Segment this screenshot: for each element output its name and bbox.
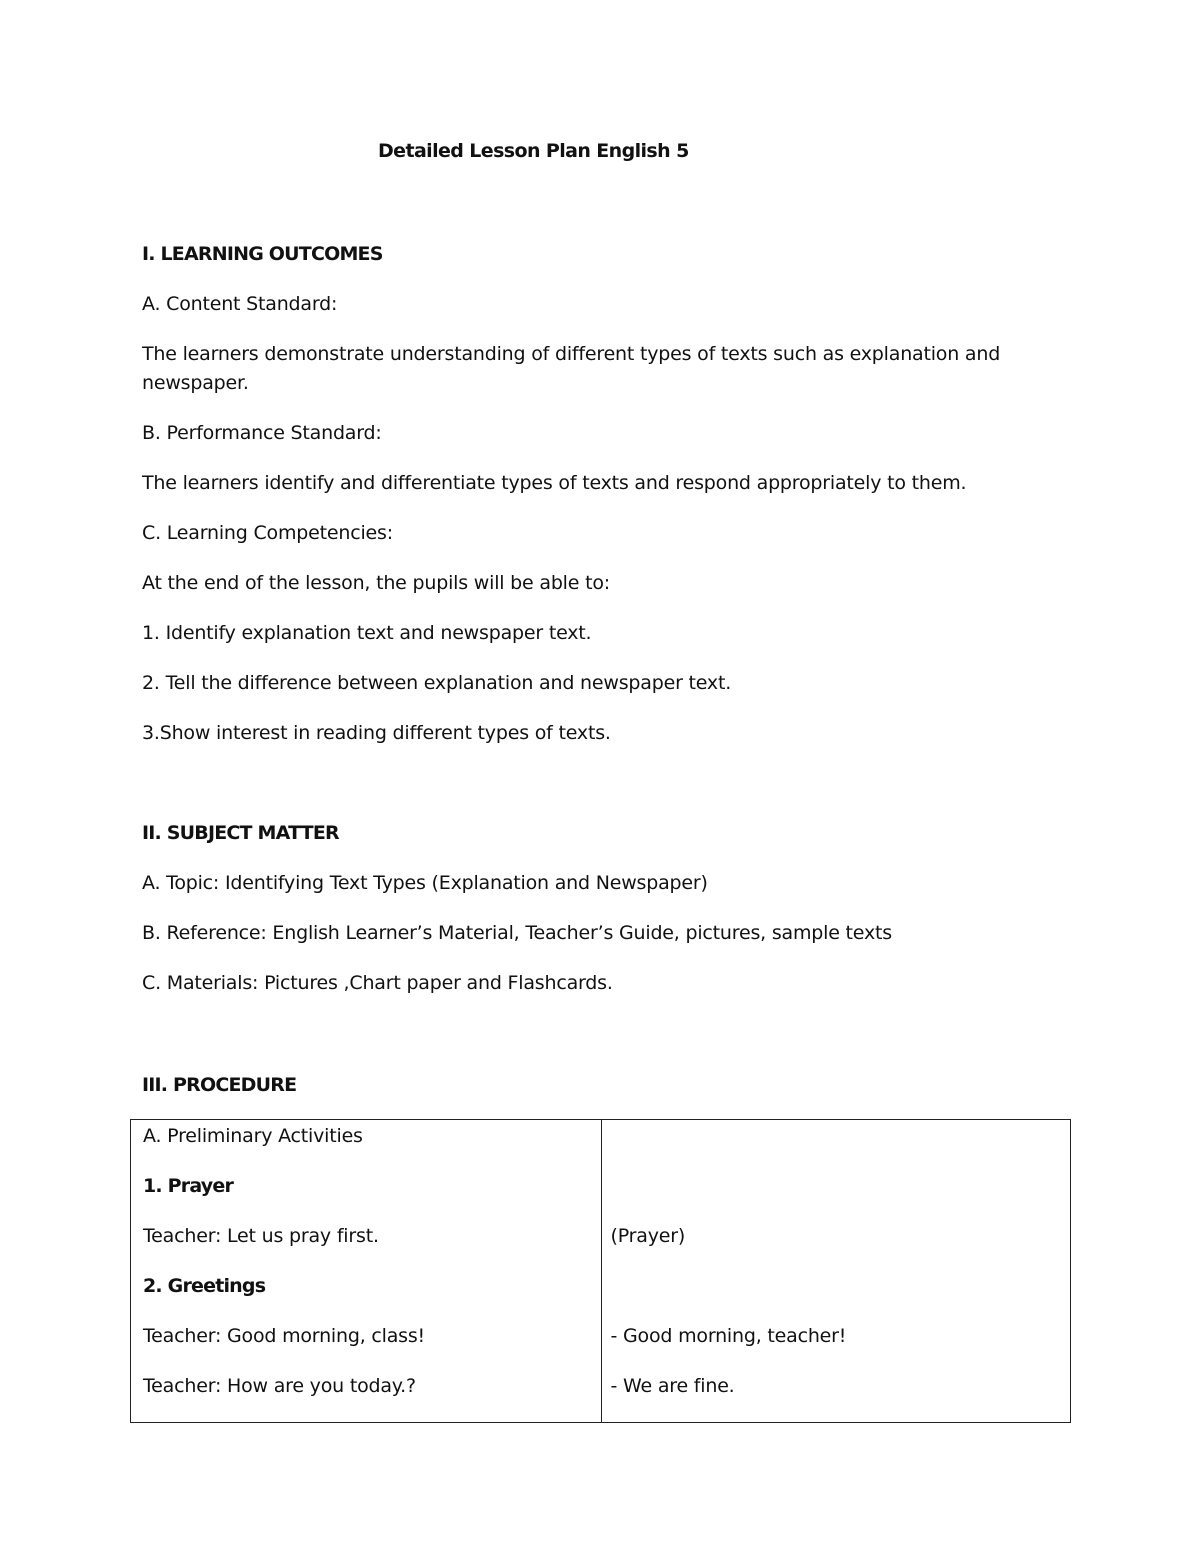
teacher-line: Teacher: Let us pray first. <box>143 1225 379 1247</box>
teacher-line: Teacher: How are you today.? <box>143 1375 416 1397</box>
pupil-line <box>611 1172 1070 1222</box>
pupil-line: - We are fine. <box>610 1375 735 1397</box>
procedure-heading: III. PROCEDURE <box>142 1074 297 1096</box>
performance-standard-label: B. Performance Standard: <box>142 422 382 444</box>
pupil-line: - Good morning, teacher! <box>610 1325 847 1347</box>
subject-topic: A. Topic: Identifying Text Types (Explanation and Newspaper) <box>142 872 708 894</box>
subject-materials: C. Materials: Pictures ,Chart paper and Flashcards. <box>142 972 613 994</box>
competencies-intro: At the end of the lesson, the pupils will be able to: <box>142 572 610 594</box>
performance-standard-text: The learners identify and differentiate types of texts and respond appropriately to them. <box>142 472 967 494</box>
competencies-label: C. Learning Competencies: <box>142 522 393 544</box>
greetings-heading: 2. Greetings <box>143 1275 266 1297</box>
pupil-line: (Prayer) <box>610 1225 686 1247</box>
teacher-column-content <box>131 1120 601 1422</box>
pupil-line <box>611 1122 1070 1172</box>
document-title: Detailed Lesson Plan English 5 <box>378 140 689 162</box>
competency-item: 2. Tell the difference between explanation and newspaper text. <box>142 672 732 694</box>
section-gap <box>142 1019 1072 1071</box>
content-standard-text: The learners demonstrate understanding of different types of texts such as explanation and newspaper. <box>142 343 1001 394</box>
subject-reference: B. Reference: English Learner’s Material, Teacher’s Guide, pictures, sample texts <box>142 922 892 944</box>
competency-item: 3.Show interest in reading different types of texts. <box>142 722 611 744</box>
pupil-line <box>611 1272 1070 1322</box>
content-standard-label: A. Content Standard: <box>142 293 338 315</box>
teacher-column <box>131 1120 602 1423</box>
subject-matter-heading: II. SUBJECT MATTER <box>142 822 339 844</box>
pupil-column <box>601 1120 1070 1423</box>
competency-item: 1. Identify explanation text and newspaper text. <box>142 622 592 644</box>
document-body <box>142 240 1072 1121</box>
teacher-line: Teacher: Good morning, class! <box>143 1325 425 1347</box>
procedure-table <box>130 1119 1071 1423</box>
pupil-column-content <box>602 1120 1070 1422</box>
table-row <box>131 1120 1071 1423</box>
learning-outcomes-heading: I. LEARNING OUTCOMES <box>142 243 383 265</box>
section-gap <box>142 769 1072 819</box>
prayer-heading: 1. Prayer <box>143 1175 234 1197</box>
preliminary-activities-label: A. Preliminary Activities <box>143 1125 363 1147</box>
